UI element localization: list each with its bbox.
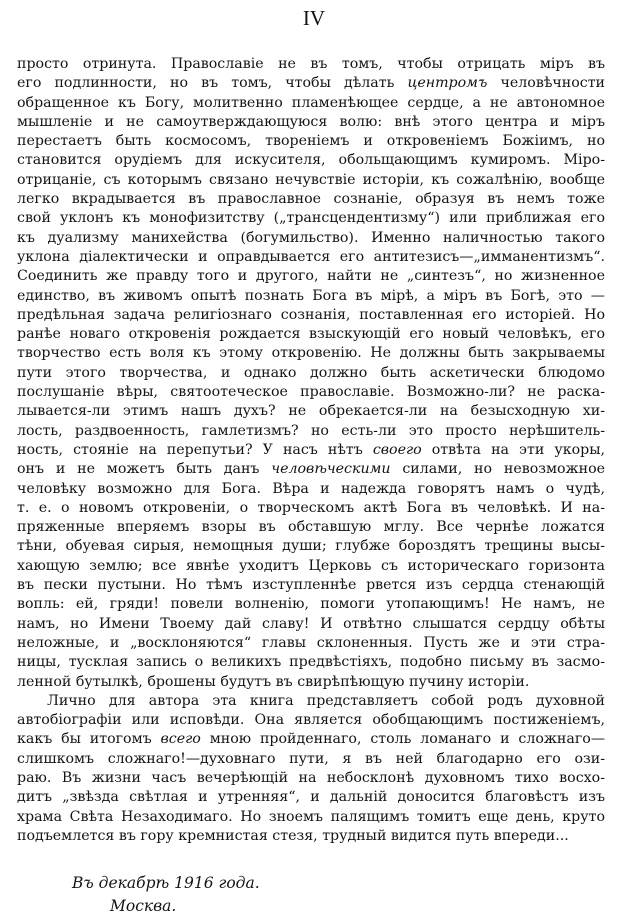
- text-line: храма Свѣта Незаходимаго. Но зноемъ палящимъ томитъ еще день, круто: [17, 808, 605, 825]
- text-line: ницы, тусклая запись о великихъ предвѣстіяхъ, подобно письму въ засмо-: [17, 654, 605, 671]
- text-line: онъ и не можетъ быть данъ человѣческими силами, но невозможное: [17, 461, 606, 478]
- text-line: пряженные вперяемъ взоры въ обставшую мглу. Все чернѣе ложатся: [17, 519, 605, 536]
- text-line: лывается-ли этимъ нашъ духъ? не обрекается-ли на безысходную хи-: [17, 403, 605, 420]
- text-line: неложные, и „восклоняются“ главы склоненныя. Пусть же и эти стра-: [17, 634, 605, 651]
- text-line: свой уклонъ къ монофизитству („трансцендентизму“) или приближая его: [17, 210, 605, 227]
- emphasis: всего: [160, 731, 201, 748]
- text-line: обращенное къ Богу, молитвенно пламенѣющее сердце, а не автономное: [17, 94, 605, 111]
- text-line: ность, стояніе на перепутьи? У насъ нѣтъ своего отвѣта на эти укоры,: [17, 441, 605, 458]
- text-line: ранѣе новаго откровенія рождается взыскующій его новый человѣкъ, его: [17, 326, 605, 343]
- text-line: перестаетъ быть космосомъ, твореніемъ и откровеніемъ Божіимъ, но: [17, 133, 605, 150]
- text-line: отрицаніе, съ которымъ связано нечувствіе исторіи, къ сожалѣнію, вообще: [17, 171, 605, 188]
- text-line: тѣни, обуевая сирыя, немощныя души; глубже бороздятъ трещины высы-: [17, 538, 605, 555]
- emphasis: человѣческими: [271, 461, 391, 478]
- text-line: т. е. о новомъ откровеніи, о творческомъ актѣ Бога въ человѣкѣ. И на-: [17, 499, 605, 516]
- signature-place: Москва.: [110, 897, 177, 915]
- page-number: IV: [302, 6, 326, 30]
- text-line: намъ, но Имени Твоему дай славу! И отвѣтно слышатся сердцу обѣты: [17, 615, 605, 632]
- text-line: хающую землю; все явнѣе уходитъ Церковь съ историческаго горизонта: [17, 557, 605, 574]
- text-line: слишкомъ сложнаго!—духовнаго пути, я въ ней благодарно его ози-: [17, 750, 605, 767]
- text-line: легко вкрадывается въ православное сознаніе, образуя въ немъ тоже: [17, 191, 605, 208]
- text-line: автобіографіи или исповѣди. Она является обобщающимъ постиженіемъ,: [17, 712, 605, 729]
- body-text: [17, 55, 605, 846]
- text-line: подъемлется въ гору кремнистая стезя, трудный видится путь впереди...: [17, 827, 569, 844]
- text-line: Соединить же правду того и другого, найти не „синтезъ“, но жизненное: [17, 268, 605, 285]
- text-line: лость, раздвоенность, гамлетизмъ? но есть-ли это просто нерѣшитель-: [17, 422, 605, 439]
- emphasis: своего: [372, 441, 422, 458]
- text-line: къ дуализму манихейства (богумильство). Именно наличностью такого: [17, 229, 605, 246]
- text-line: предѣльная задача религіознаго сознанія, поставленная его исторіей. Но: [17, 306, 605, 323]
- text-line: какъ бы итогомъ всего мною пройденнаго, столь ломанаго и сложнаго—: [17, 731, 606, 748]
- text-line: творчество есть воля къ этому откровенію. Не должны быть закрываемы: [17, 345, 605, 362]
- text-line: раю. Въ жизни часъ вечерѣющій на небосклонѣ духовномъ тихо восхо-: [17, 769, 605, 786]
- text-line: Лично для автора эта книга представляетъ собой родъ духовной: [47, 692, 605, 709]
- signature-date: Въ декабрѣ 1916 года.: [72, 874, 260, 892]
- text-line: мышленіе и не самоутверждающуюся волю: внѣ этого центра и міръ: [17, 113, 605, 130]
- text-line: ленной бутылкѣ, брошены будутъ въ свирѣпѣющую пучину исторіи.: [17, 673, 530, 690]
- emphasis: центромъ: [407, 75, 488, 92]
- text-line: человѣку возможно для Бога. Вѣра и надежда говорятъ намъ о чудѣ,: [17, 480, 605, 497]
- text-line: пути этого творчества, и однако должно быть аскетически блюдомо: [17, 364, 605, 381]
- text-line: становится орудіемъ для искусителя, обольщающимъ кумиромъ. Міро-: [17, 152, 605, 169]
- text-line: просто отринута. Православіе не въ томъ, чтобы отрицать міръ въ: [17, 56, 605, 72]
- text-line: въ пески пустыни. Но тѣмъ изступленнѣе рвется изъ сердца стенающій: [17, 577, 605, 594]
- text-line: его подлинности, но въ томъ, чтобы дѣлать центромъ человѣчности: [17, 75, 605, 92]
- text-line: вопль: ей, гряди! повели волненію, помоги утопающимъ! Не намъ, не: [17, 596, 605, 613]
- text-line: уклона діалектически и оправдывается его антитезисъ—„имманентизмъ“.: [17, 248, 605, 265]
- text-line: единство, въ живомъ опытѣ познать Бога въ мірѣ, а міръ въ Богѣ, это —: [17, 287, 605, 304]
- text-line: дитъ „звѣзда свѣтлая и утренняя“, и дальній доносится благовѣстъ изъ: [17, 789, 605, 806]
- text-line: послушаніе вѣры, святоотеческое православіе. Возможно-ли? не раска-: [17, 384, 605, 401]
